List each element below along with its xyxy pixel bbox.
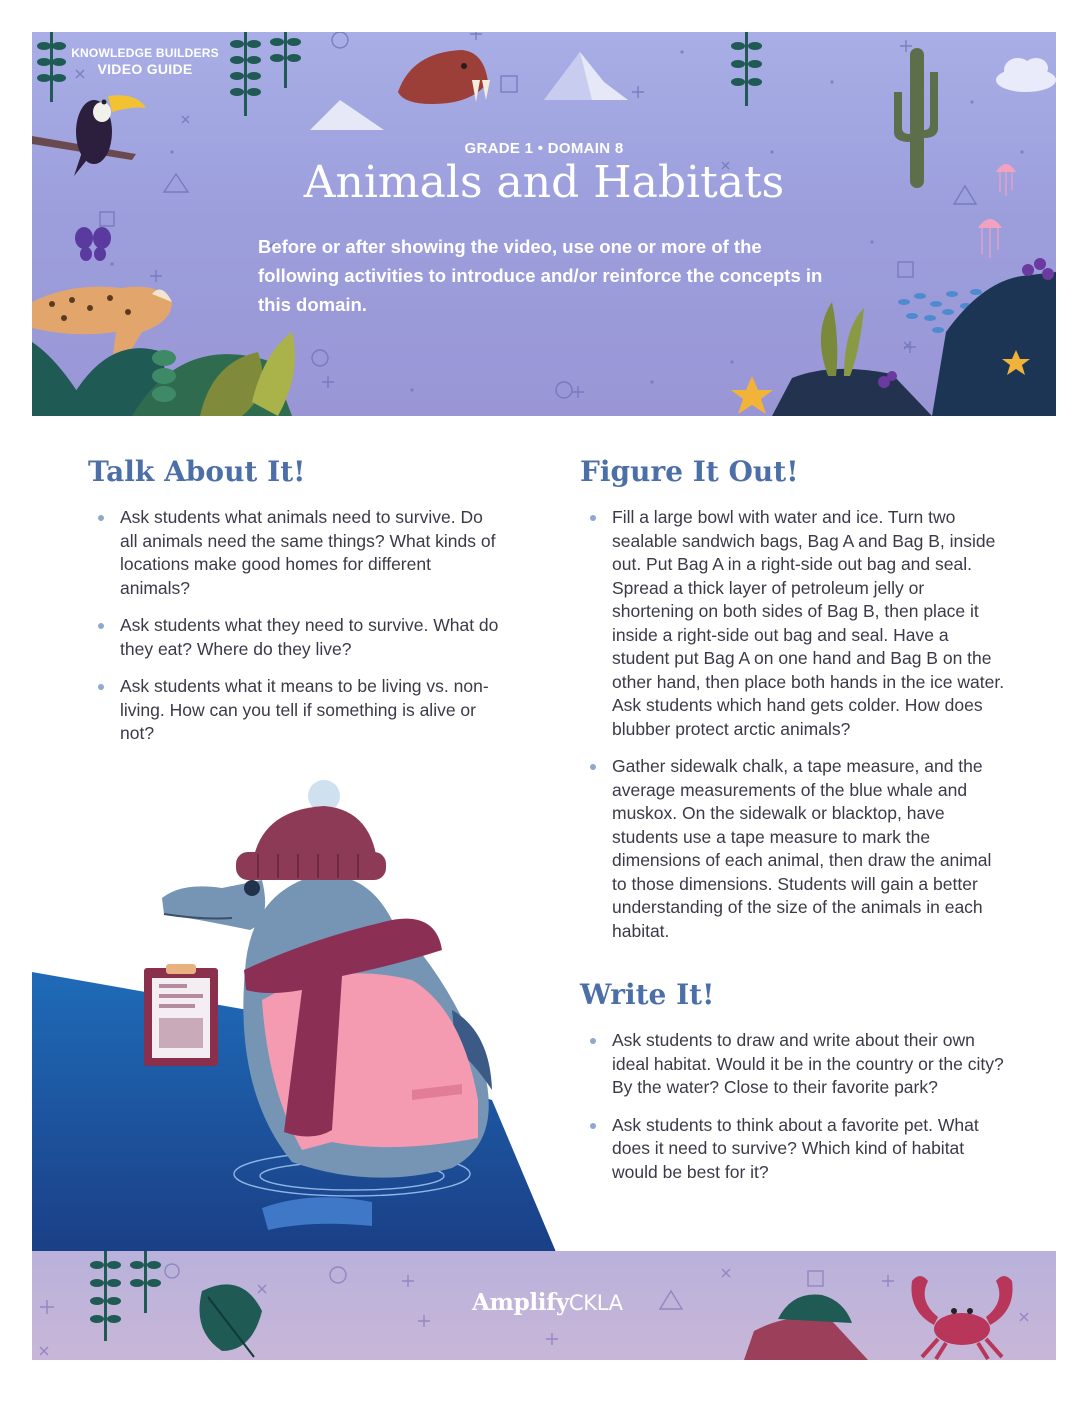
write-list xyxy=(580,1029,1008,1198)
sparkle-marks xyxy=(76,32,976,398)
list-item: Fill a large bowl with water and ice. Turn two sealable sandwich bags, Bag A and Bag B, inside out. Put Bag A in a right-side out bag and seal. Spread a thick layer of petroleum jelly or shortening on both sides of Bag B, then place it inside a right-side out bag and seal. Have a student put Bag A on one hand and Bag B on the other hand, then place both hands in the ice water. Ask students which hand gets colder. How does blubber protect arctic animals? xyxy=(580,506,1008,741)
talk-list xyxy=(88,506,503,760)
brand-part1: Amplify xyxy=(472,1289,569,1316)
cloud-icon xyxy=(996,58,1056,92)
list-item: Ask students to think about a favorite pet. What does it need to survive? Which kind of habitat would be best for it? xyxy=(580,1114,1008,1185)
banner-decoration xyxy=(32,32,1056,416)
list-item: Ask students to draw and write about their own ideal habitat. Would it be in the country or the city? By the water? Close to their favorite park? xyxy=(580,1029,1008,1100)
series-line1: KNOWLEDGE BUILDERS xyxy=(71,46,219,60)
header-banner xyxy=(32,32,1056,416)
butterfly-icon xyxy=(75,227,111,261)
winter-hat xyxy=(236,780,386,880)
leaf-icon xyxy=(200,1284,263,1357)
talk-heading: Talk About It! xyxy=(88,455,306,488)
jungle-plants xyxy=(32,332,295,416)
series-line2: VIDEO GUIDE xyxy=(97,61,193,77)
grade-domain-label: GRADE 1 • DOMAIN 8 xyxy=(464,140,624,157)
crab-icon xyxy=(911,1276,1012,1359)
figure-heading: Figure It Out! xyxy=(580,455,799,488)
series-tag xyxy=(70,45,220,77)
hanging-vines xyxy=(90,1251,161,1341)
list-item: Ask students what it means to be living vs. non-living. How can you tell if something is alive or not? xyxy=(88,675,503,746)
rock-icon xyxy=(744,1295,868,1361)
footer-banner xyxy=(32,1251,1056,1360)
brand-part2: CKLA xyxy=(568,1291,623,1315)
list-item: Gather sidewalk chalk, a tape measure, and the average measurements of the blue whale and muskox. On the sidewalk or blacktop, have students use a tape measure to mark the dimensions of each animal, then draw the animal to those dimensions. Students will gain a better understanding of the size of the animals in each habitat. xyxy=(580,755,1008,943)
walrus-icon xyxy=(398,50,490,104)
intro-text: Before or after showing the video, use one or more of the following activities to introduce and/or reinforce the concepts in this domain. xyxy=(258,236,823,315)
clipboard-icon xyxy=(144,964,218,1066)
dolphin-illustration xyxy=(32,770,572,1252)
brand-logo xyxy=(472,1289,623,1316)
list-item: Ask students what animals need to survive. Do all animals need the same things? What kinds of locations make good homes for different animals? xyxy=(88,506,503,600)
list-item: Ask students what they need to survive. What do they eat? Where do they live? xyxy=(88,614,503,661)
figure-list xyxy=(580,506,1008,957)
write-heading: Write It! xyxy=(580,978,715,1011)
page-title: Animals and Habitats xyxy=(303,157,785,208)
